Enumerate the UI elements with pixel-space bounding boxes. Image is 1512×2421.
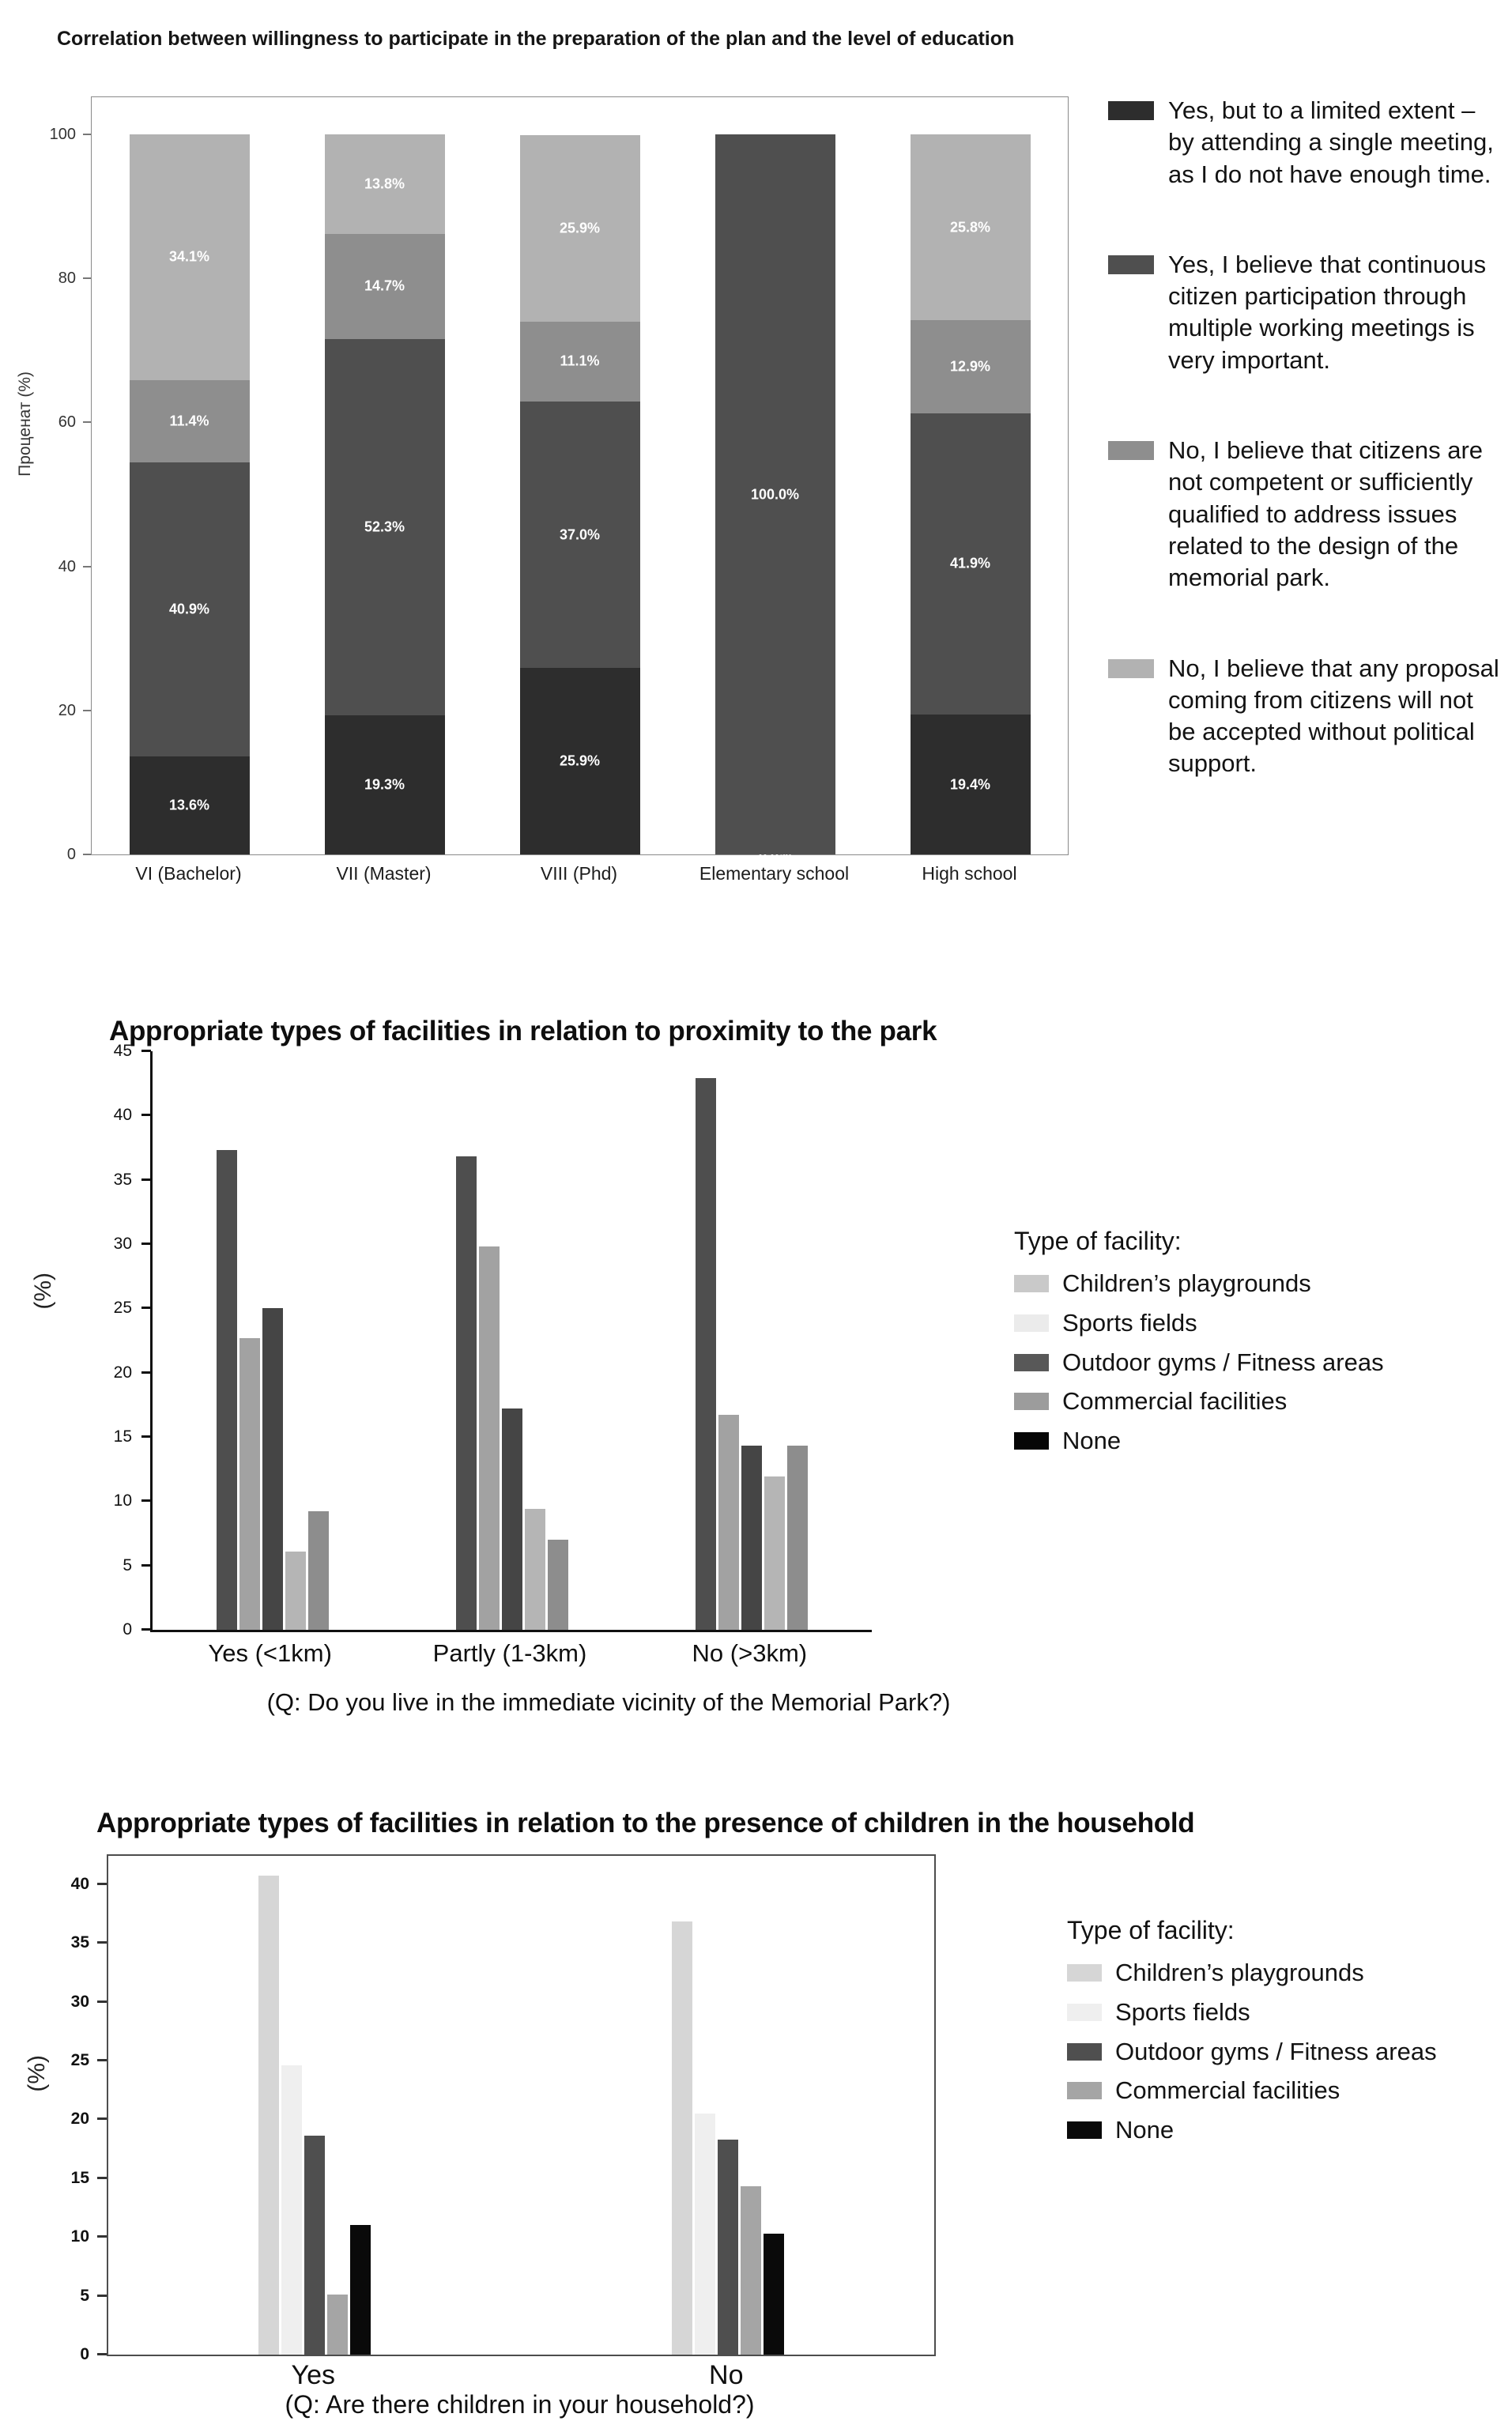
- c3-yaxis-ticks: [59, 1856, 105, 2363]
- c3-xlabels: [107, 2360, 933, 2391]
- c2-legend-items: [1014, 1269, 1472, 1456]
- bar: [285, 1552, 306, 1630]
- bar: [308, 1511, 329, 1630]
- legend-swatch: [1108, 659, 1154, 678]
- bar-segment: [130, 380, 250, 462]
- y-tick-label: 5: [80, 2286, 89, 2305]
- chart1-yaxis-ticks: [43, 126, 90, 863]
- y-tick-mark: [97, 2059, 107, 2061]
- legend-label: None: [1115, 2116, 1175, 2144]
- chart1-plot-area: [49, 96, 1069, 863]
- y-tick-mark: [141, 1307, 151, 1309]
- bar: [281, 2065, 302, 2355]
- legend-item: [1067, 1958, 1512, 1988]
- y-tick-label: 20: [70, 2110, 89, 2129]
- y-tick-mark: [141, 1371, 151, 1374]
- y-tick-label: 10: [113, 1491, 132, 1510]
- bar-segment: [130, 462, 250, 757]
- y-tick-mark: [83, 277, 91, 279]
- legend-title: Type of facility:: [1014, 1227, 1182, 1255]
- segment-value-label: 25.9%: [559, 752, 601, 769]
- y-tick-label: 45: [113, 1042, 132, 1060]
- segment-value-label: 52.3%: [364, 519, 405, 535]
- bar-segment: [911, 715, 1031, 854]
- segment-value-label: 11.1%: [560, 353, 600, 369]
- bar-segment: [520, 135, 640, 322]
- x-category-label: VIII (Phd): [540, 863, 618, 884]
- bar: [695, 2114, 715, 2355]
- chart2-legend: [1014, 1227, 1472, 1465]
- bar-segment: [325, 134, 445, 234]
- x-category-label: VII (Master): [336, 863, 432, 884]
- x-category-label: Yes: [291, 2360, 335, 2390]
- legend-swatch: [1014, 1393, 1049, 1410]
- chart3-plot-area: [70, 1854, 936, 2363]
- y-tick-label: 20: [58, 701, 76, 719]
- y-tick-label: 0: [123, 1620, 132, 1639]
- legend-label: No, I believe that citizens are not competent or sufficiently qualified to address issues related to the design of the memorial park.: [1168, 436, 1484, 592]
- legend-swatch: [1108, 441, 1154, 460]
- legend-item: [1067, 1997, 1512, 2027]
- segment-value-label: 41.9%: [949, 555, 991, 571]
- y-tick-mark: [83, 854, 91, 855]
- y-tick-mark: [141, 1435, 151, 1438]
- y-tick-mark: [141, 1114, 151, 1116]
- chart1-categories: [91, 863, 1067, 884]
- segment-value-label: 34.1%: [168, 248, 210, 265]
- y-tick-mark: [97, 2295, 107, 2297]
- legend-swatch: [1067, 2082, 1102, 2099]
- bar: [718, 2140, 738, 2355]
- bar-segment: [911, 134, 1031, 320]
- y-tick-label: 20: [113, 1363, 132, 1382]
- chart1-y-axis-label: Проценат (%): [16, 371, 34, 477]
- chart3-y-axis-label: (%): [24, 2055, 50, 2092]
- legend-label: None: [1062, 1427, 1122, 1455]
- bar: [548, 1540, 568, 1630]
- bar: [456, 1156, 477, 1630]
- x-category-label: Yes (<1km): [208, 1639, 332, 1667]
- y-tick-mark: [141, 1499, 151, 1502]
- bar: [764, 2234, 784, 2355]
- bar: [304, 2136, 325, 2355]
- y-tick-mark: [97, 2117, 107, 2120]
- y-tick-label: 30: [70, 1992, 89, 2011]
- y-tick-mark: [141, 1628, 151, 1631]
- bar-segment: [911, 413, 1031, 715]
- chart3-title: Appropriate types of facilities in relation to the presence of children in the household: [96, 1808, 1195, 1839]
- segment-value-label: 25.8%: [949, 219, 991, 236]
- bar-group: [392, 1051, 632, 1630]
- bar-segment: [911, 320, 1031, 413]
- bar: [350, 2225, 371, 2355]
- chart2-title: Appropriate types of facilities in relation to proximity to the park: [109, 1016, 937, 1047]
- y-tick-mark: [141, 1178, 151, 1181]
- bar-slot: [287, 134, 482, 854]
- segment-value-label: 100.0%: [750, 486, 800, 502]
- y-tick-label: 0: [80, 2345, 89, 2363]
- legend-item: [1014, 1426, 1472, 1456]
- segment-value-label: 19.4%: [949, 776, 991, 793]
- y-tick-mark: [141, 1050, 151, 1052]
- legend-label: Outdoor gyms / Fitness areas: [1062, 1348, 1384, 1376]
- legend-label: Children’s playgrounds: [1115, 1959, 1364, 1986]
- legend-swatch: [1108, 255, 1154, 274]
- y-tick-label: 25: [70, 2050, 89, 2069]
- bar: [741, 1446, 762, 1630]
- segment-value-label: 13.8%: [364, 175, 405, 192]
- legend-item: [1014, 1308, 1472, 1338]
- y-tick-label: 0: [66, 846, 76, 863]
- y-tick-mark: [83, 566, 91, 568]
- y-tick-mark: [141, 1243, 151, 1245]
- chart1-bars: [92, 134, 1068, 854]
- y-tick-label: 5: [123, 1556, 132, 1574]
- bar-slot: [677, 134, 873, 854]
- stacked-bar: [520, 134, 640, 854]
- segment-value-label: 19.3%: [364, 776, 405, 793]
- legend-item: [1108, 249, 1507, 376]
- legend-swatch: [1014, 1314, 1049, 1332]
- legend-item: [1108, 435, 1507, 594]
- c2-bars: [153, 1051, 872, 1630]
- y-tick-mark: [97, 2235, 107, 2238]
- bar: [718, 1415, 739, 1630]
- bar: [764, 1476, 785, 1630]
- chart1-legend: [1108, 95, 1507, 780]
- legend-swatch: [1108, 101, 1154, 120]
- legend-label: Commercial facilities: [1115, 2076, 1340, 2105]
- y-tick-mark: [97, 2177, 107, 2179]
- stacked-bar: [715, 134, 835, 854]
- bar-segment: [520, 402, 640, 668]
- bar: [502, 1408, 522, 1630]
- y-tick-label: 30: [113, 1235, 132, 1253]
- y-tick-label: 60: [58, 413, 76, 432]
- bar-segment: [325, 715, 445, 854]
- bar-segment: [715, 134, 835, 854]
- y-tick-label: 40: [70, 1874, 89, 1893]
- y-tick-label: 25: [113, 1299, 132, 1318]
- y-tick-mark: [97, 2353, 107, 2355]
- bar: [672, 1921, 692, 2355]
- legend-label: Yes, but to a limited extent – by attending a single meeting, as I do not have enough time.: [1168, 96, 1494, 188]
- segment-value-label: 37.0%: [559, 526, 601, 543]
- y-tick-label: 100: [49, 126, 76, 143]
- y-tick-label: 80: [58, 270, 76, 288]
- y-tick-label: 40: [113, 1106, 132, 1125]
- y-tick-mark: [83, 421, 91, 423]
- legend-item: [1014, 1348, 1472, 1378]
- legend-label: Commercial facilities: [1062, 1387, 1288, 1416]
- y-tick-mark: [83, 134, 91, 135]
- bar: [217, 1150, 237, 1630]
- bar: [327, 2295, 348, 2355]
- y-tick-label: 15: [113, 1427, 132, 1446]
- y-tick-mark: [97, 1883, 107, 1885]
- y-tick-label: 40: [58, 557, 76, 575]
- bar: [262, 1308, 283, 1630]
- bar-slot: [873, 134, 1068, 854]
- c3-bars: [108, 1856, 934, 2355]
- bar: [741, 2186, 761, 2355]
- legend-item: [1014, 1386, 1472, 1416]
- bar-segment: [520, 668, 640, 854]
- c2-yaxis-ticks: [102, 1042, 149, 1639]
- y-tick-mark: [97, 1941, 107, 1944]
- legend-label: No, I believe that any proposal coming from citizens will not be accepted without political support.: [1168, 654, 1499, 778]
- x-category-label: No: [709, 2360, 744, 2390]
- x-category-label: Elementary school: [699, 863, 850, 884]
- legend-item: [1108, 653, 1507, 780]
- stacked-bar: [130, 134, 250, 854]
- y-tick-label: 35: [70, 1933, 89, 1952]
- stacked-bar: [325, 134, 445, 854]
- x-category-label: No (>3km): [692, 1639, 808, 1667]
- y-tick-label: 15: [70, 2168, 89, 2187]
- y-tick-mark: [97, 2001, 107, 2003]
- bar: [479, 1246, 500, 1630]
- segment-value-label: 40.9%: [168, 601, 210, 617]
- chart1-title: Correlation between willingness to participate in the preparation of the plan and the level of education: [57, 27, 1015, 50]
- bar-group: [108, 1856, 522, 2355]
- segment-value-label: 25.9%: [559, 220, 601, 236]
- c2-xlabels: [150, 1639, 869, 1668]
- legend-item: [1067, 2076, 1512, 2106]
- bar: [525, 1509, 545, 1630]
- legend-swatch: [1067, 2004, 1102, 2021]
- stacked-bar: [911, 134, 1031, 854]
- bar: [258, 1876, 279, 2355]
- legend-swatch: [1067, 2043, 1102, 2061]
- bar-segment: [325, 234, 445, 340]
- y-tick-mark: [83, 710, 91, 711]
- bar-segment: [520, 322, 640, 402]
- legend-swatch: [1014, 1354, 1049, 1371]
- y-tick-label: 10: [70, 2227, 89, 2246]
- legend-label: Sports fields: [1115, 1997, 1250, 2026]
- bar-group: [522, 1856, 935, 2355]
- segment-value-label: 11.4%: [169, 413, 209, 429]
- chart2-y-axis-label: (%): [30, 1273, 56, 1310]
- bar-group: [153, 1051, 392, 1630]
- bar: [787, 1446, 808, 1630]
- chart3-legend: [1067, 1916, 1512, 2155]
- segment-value-label: 14.7%: [364, 277, 405, 294]
- bar-segment: [325, 339, 445, 715]
- legend-label: Sports fields: [1062, 1308, 1197, 1337]
- legend-item: [1014, 1269, 1472, 1299]
- segment-value-label: 13.6%: [168, 797, 210, 813]
- legend-swatch: [1067, 2121, 1102, 2139]
- chart2-plot-area: [113, 1042, 872, 1639]
- segment-value-label: 12.9%: [949, 358, 991, 375]
- bar-slot: [482, 134, 677, 854]
- chart3-x-axis-question: (Q: Are there children in your household?): [285, 2390, 755, 2419]
- legend-label: Outdoor gyms / Fitness areas: [1115, 2037, 1437, 2065]
- legend-swatch: [1014, 1432, 1049, 1450]
- legend-label: Children’s playgrounds: [1062, 1269, 1311, 1297]
- x-category-label: Partly (1-3km): [432, 1639, 587, 1667]
- legend-item: [1067, 2115, 1512, 2145]
- bar-slot: [92, 134, 287, 854]
- legend-item: [1067, 2037, 1512, 2067]
- legend-label: Yes, I believe that continuous citizen participation through multiple working meetings is very important.: [1168, 250, 1487, 374]
- bar: [239, 1338, 260, 1630]
- c3-legend-items: [1067, 1958, 1512, 2145]
- bar-group: [632, 1051, 872, 1630]
- bar: [696, 1078, 716, 1630]
- legend-title: Type of facility:: [1067, 1916, 1235, 1944]
- legend-item: [1108, 95, 1507, 190]
- bar-segment: [130, 756, 250, 854]
- y-tick-mark: [141, 1564, 151, 1567]
- legend-swatch: [1067, 1964, 1102, 1982]
- legend-swatch: [1014, 1275, 1049, 1292]
- bar-segment: [130, 134, 250, 380]
- x-category-label: High school: [922, 863, 1017, 884]
- y-tick-label: 35: [113, 1170, 132, 1189]
- chart2-x-axis-question: (Q: Do you live in the immediate vicinity of the Memorial Park?): [266, 1688, 951, 1716]
- x-category-label: VI (Bachelor): [135, 863, 242, 884]
